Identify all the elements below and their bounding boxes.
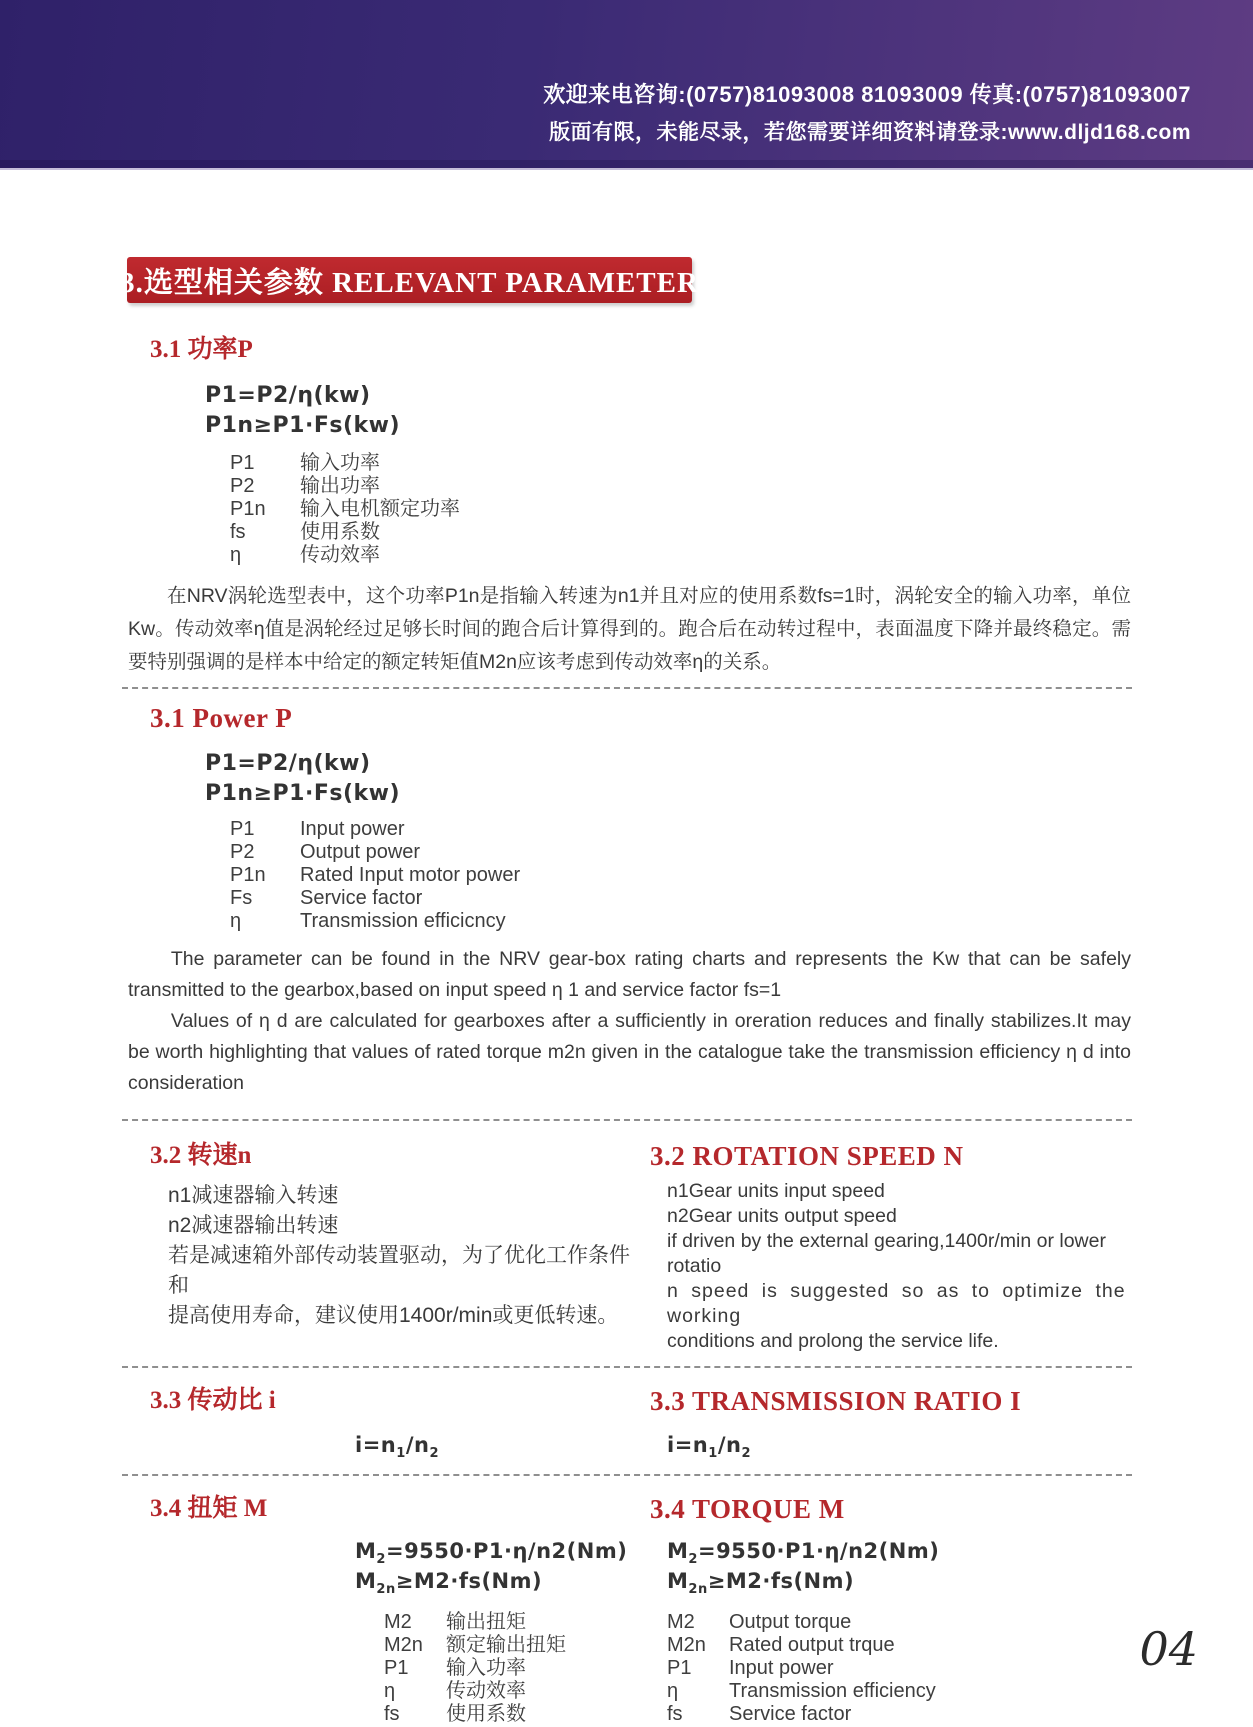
def-desc: Output torque: [729, 1611, 852, 1633]
definition-row: [230, 545, 1253, 566]
text-line: n1减速器输入转速: [168, 1184, 339, 1207]
power-en-paragraph-2: Values of η d are calculated for gearboxes after a sufficiently in oreration reduces and finally stabilizes.It may be worth highlighting that values of rated torque m2n given in the catalogue take the transmission efficiency η d into consideration: [128, 1010, 1131, 1094]
heading-power-en: 3.1 Power P: [150, 703, 293, 733]
text-line: 若是减速箱外部传动装置驱动，为了优化工作条件和: [168, 1244, 630, 1297]
header-contact-block: [543, 78, 1253, 168]
formula-subscript: 2: [741, 1446, 751, 1462]
heading-torque-cn: 3.4 扭矩 M: [150, 1495, 268, 1522]
formula-text: M: [667, 1569, 689, 1593]
chapter-title: 3.选型相关参数 RELEVANT PARAMETER: [120, 266, 699, 299]
def-term: η: [230, 544, 242, 566]
def-desc: 输入功率: [446, 1657, 526, 1679]
heading-speed-en: 3.2 ROTATION SPEED N: [650, 1141, 964, 1171]
formula-input-power: P1=P2/η(kw): [205, 383, 371, 408]
torque-en-formulas: [650, 1536, 1153, 1596]
power-en-paragraph-1: The parameter can be found in the NRV gear-box rating charts and represents the Kw that can be safely transmitted to the gearbox,based on input speed η 1 and service factor fs=1: [128, 948, 1131, 1001]
def-term: M2: [384, 1611, 412, 1633]
heading-power-cn: 3.1 功率P: [150, 336, 253, 363]
formula-rated-power: P1n≥P1·Fs(kw): [205, 781, 401, 806]
def-desc: 使用系数: [446, 1703, 526, 1725]
definition-row: [384, 1704, 650, 1725]
text-line: if driven by the external gearing,1400r/min or lower rotatio: [667, 1230, 1106, 1277]
def-term: P1: [230, 452, 255, 474]
formula-subscript: 2n: [688, 1582, 708, 1598]
def-term: fs: [384, 1703, 400, 1725]
def-term: fs: [230, 521, 246, 543]
def-desc: 输入功率: [300, 452, 380, 474]
formula-text: M: [355, 1569, 377, 1593]
torque-formula-2: [667, 1566, 1153, 1596]
def-term: fs: [667, 1703, 683, 1725]
formula-text: ≥M2·fs(Nm): [707, 1569, 855, 1593]
formula-text: =9550·P1·η/n2(Nm): [697, 1539, 940, 1563]
def-desc: 输出扭矩: [446, 1611, 526, 1633]
power-cn-paragraph: 在NRV涡轮选型表中，这个功率P1n是指输入转速为n1并且对应的使用系数fs=1时，涡轮安全的输入功率，单位Kw。传动效率η值是涡轮经过足够长时间的跑合后计算得到的。跑合后在动转过程中，表面温度下降并最终稳定。需要特别强调的是样本中给定的额定转矩值M2n应该考虑到传动效率η的关系。: [128, 585, 1131, 673]
definition-row: [384, 1658, 650, 1679]
formula-text: /n: [717, 1433, 742, 1457]
definition-row: [230, 865, 1253, 886]
torque-cn-definitions: [384, 1612, 650, 1725]
def-term: P1: [230, 818, 255, 840]
def-term: M2n: [384, 1634, 423, 1656]
def-desc: 使用系数: [300, 521, 380, 543]
heading-ratio-en: 3.3 TRANSMISSION RATIO I: [650, 1386, 1022, 1416]
section-power-en: [0, 703, 1253, 1099]
chapter-title-banner: [120, 257, 699, 303]
ratio-en-column: [650, 1386, 1253, 1462]
definition-row: [667, 1704, 1153, 1725]
formula-text: =9550·P1·η/n2(Nm): [385, 1539, 628, 1563]
definition-row: [230, 888, 1253, 909]
def-term: P2: [230, 841, 255, 863]
torque-formula-1: [667, 1536, 1153, 1566]
dashed-divider: [122, 1366, 1132, 1368]
power-cn-definitions: [230, 453, 1253, 566]
torque-cn-formulas: [150, 1536, 650, 1596]
header-phone-line: 欢迎来电咨询:(0757)81093008 81093009 传真:(0757)81093007: [543, 82, 1191, 107]
ratio-formula: [667, 1432, 1153, 1462]
def-desc: Input power: [300, 818, 405, 840]
formula-subscript: 2: [688, 1552, 698, 1568]
definition-row: [230, 819, 1253, 840]
torque-formula-1: [355, 1536, 650, 1566]
power-cn-formulas: [0, 381, 1253, 441]
def-term: η: [384, 1680, 396, 1702]
def-desc: Rated Input motor power: [300, 864, 521, 886]
torque-en-column: [650, 1494, 1253, 1727]
definition-row: [384, 1635, 650, 1656]
ratio-cn-column: [0, 1386, 650, 1462]
speed-en-lines: [650, 1179, 1153, 1354]
def-desc: Service factor: [300, 887, 423, 909]
def-term: η: [230, 910, 242, 932]
def-desc: Transmission efficicncy: [300, 910, 506, 932]
def-term: P1: [384, 1657, 409, 1679]
definition-row: [230, 842, 1253, 863]
formula-subscript: 1: [396, 1446, 406, 1462]
heading-ratio-cn: 3.3 传动比 i: [150, 1387, 276, 1414]
header-website-line: 版面有限，未能尽录，若您需要详细资料请登录:www.dljd168.com: [549, 121, 1191, 144]
text-line: n speed is suggested so as to optimize the working: [667, 1280, 1126, 1327]
section-torque: [0, 1494, 1253, 1727]
definition-row: [667, 1681, 1153, 1702]
definition-row: [230, 522, 1253, 543]
def-desc: 输入电机额定功率: [300, 498, 460, 520]
definition-row: [667, 1658, 1153, 1679]
ratio-formula: [355, 1432, 650, 1462]
def-term: P1: [667, 1657, 692, 1679]
definition-row: [667, 1612, 1153, 1633]
formula-text: i=n: [355, 1433, 397, 1457]
formula-text: M: [667, 1539, 689, 1563]
formula-rated-power: P1n≥P1·Fs(kw): [205, 413, 401, 438]
definition-row: [384, 1612, 650, 1633]
text-line: n2减速器输出转速: [168, 1214, 339, 1237]
def-term: P2: [230, 475, 255, 497]
definition-row: [384, 1681, 650, 1702]
def-term: M2n: [667, 1634, 706, 1656]
section-power-cn: [0, 335, 1253, 679]
formula-subscript: 2: [429, 1446, 439, 1462]
speed-cn-lines: [150, 1181, 650, 1331]
definition-row: [230, 476, 1253, 497]
definition-row: [230, 911, 1253, 932]
torque-en-definitions: [667, 1612, 1153, 1725]
text-line: conditions and prolong the service life.: [667, 1330, 999, 1352]
formula-text: /n: [405, 1433, 430, 1457]
def-desc: Input power: [729, 1657, 834, 1679]
formula-subscript: 1: [708, 1446, 718, 1462]
text-line: n2Gear units output speed: [667, 1205, 897, 1227]
formula-text: ≥M2·fs(Nm): [395, 1569, 543, 1593]
def-term: M2: [667, 1611, 695, 1633]
rotation-speed-en-column: [650, 1141, 1253, 1354]
def-desc: 额定输出扭矩: [446, 1634, 566, 1656]
formula-text: i=n: [667, 1433, 709, 1457]
def-term: η: [667, 1680, 679, 1702]
def-desc: 传动效率: [300, 544, 380, 566]
text-line: 提高使用寿命，建议使用1400r/min或更低转速。: [168, 1304, 619, 1327]
def-desc: Transmission efficiency: [729, 1680, 936, 1702]
torque-formula-2: [355, 1566, 650, 1596]
definition-row: [667, 1635, 1153, 1656]
def-desc: 输出功率: [300, 475, 380, 497]
power-en-formulas: [0, 749, 1253, 809]
def-term: P1n: [230, 498, 266, 520]
dashed-divider: [122, 687, 1132, 689]
def-desc: 传动效率: [446, 1680, 526, 1702]
def-desc: Rated output trque: [729, 1634, 895, 1656]
definition-row: [230, 453, 1253, 474]
definition-row: [230, 499, 1253, 520]
torque-cn-column: [0, 1494, 650, 1727]
formula-input-power: P1=P2/η(kw): [205, 751, 371, 776]
formula-text: M: [355, 1539, 377, 1563]
def-desc: Output power: [300, 841, 421, 863]
dashed-divider: [122, 1474, 1132, 1476]
heading-speed-cn: 3.2 转速n: [150, 1142, 252, 1169]
formula-subscript: 2: [376, 1552, 386, 1568]
formula-subscript: 2n: [376, 1582, 396, 1598]
rotation-speed-cn-column: [0, 1141, 650, 1354]
page-number: 04: [1139, 1622, 1198, 1676]
def-term: Fs: [230, 887, 253, 909]
def-term: P1n: [230, 864, 266, 886]
section-transmission-ratio: [0, 1386, 1253, 1462]
dashed-divider: [122, 1119, 1132, 1121]
page-header-band: [0, 0, 1253, 170]
power-en-definitions: [230, 819, 1253, 932]
text-line: n1Gear units input speed: [667, 1180, 885, 1202]
section-rotation-speed: [0, 1141, 1253, 1354]
def-desc: Service factor: [729, 1703, 852, 1725]
heading-torque-en: 3.4 TORQUE M: [650, 1494, 845, 1524]
